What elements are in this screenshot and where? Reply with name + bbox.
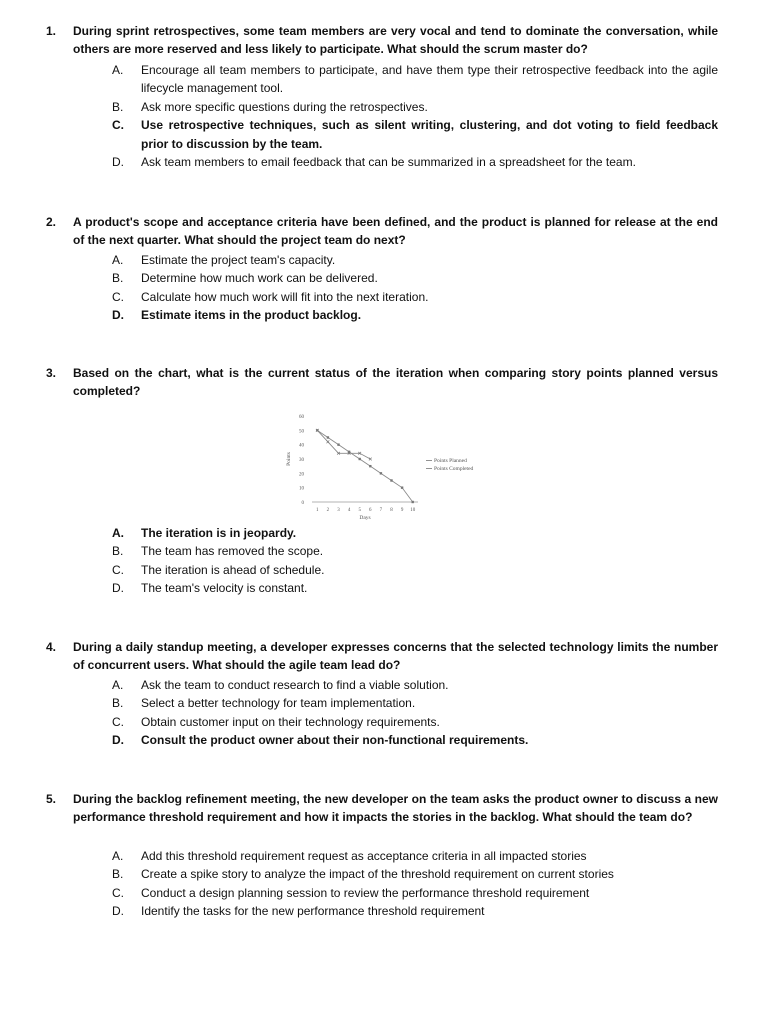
x-tick-label: 9 [400,508,404,513]
option-text: The iteration is ahead of schedule. [141,562,325,577]
x-tick-label: 10 [410,508,416,513]
option-letter: D. [112,155,124,170]
chart-legend [426,458,474,472]
option-letter: D. [112,904,124,919]
option-letter: A. [112,253,124,267]
option-letter: B. [112,271,124,286]
option-letter: C. [112,289,124,304]
option-letter: D. [112,733,124,748]
option-text: Ask more specific questions during the retrospectives. [141,99,428,114]
option-d[interactable] [112,306,718,324]
data-point [380,472,382,474]
question-1 [46,22,718,58]
option-letter: B. [112,867,124,882]
option-text: Select a better technology for team implementation. [141,696,416,711]
question-number: 4. [46,640,57,654]
option-letter: A. [112,678,124,692]
question-4-options [112,676,718,750]
option-letter: C. [112,714,124,729]
x-tick-label: 1 [316,508,319,513]
option-text: The iteration is in jeopardy. [141,526,297,540]
y-tick-label: 60 [299,415,304,420]
option-a[interactable] [112,524,718,542]
question-number: 5. [46,792,57,806]
legend-label: Points Completed [434,466,474,472]
y-tick-label: 30 [299,458,304,463]
question-number: 1. [46,24,57,38]
data-point [401,486,403,488]
option-letter: D. [112,308,124,323]
option-b[interactable] [112,98,718,116]
option-text: Ask team members to email feedback that can be summarized in a spreadsheet for the team. [141,155,636,170]
y-tick-label: 0 [301,501,304,506]
option-text: Identify the tasks for the new performance threshold requirement [141,904,485,919]
option-text: Conduct a design planning session to review the performance threshold requirement [141,885,590,900]
option-d[interactable] [112,153,718,171]
option-letter: C. [112,118,124,133]
option-letter: D. [112,581,124,596]
y-tick-label: 40 [299,443,304,449]
question-stem: A product's scope and acceptance criteria have been defined, and the product is planned for release at the end of the next quarter. What should the project team do next? [73,215,718,247]
option-text: Create a spike story to analyze the impact of the threshold requirement on current stories [141,867,614,882]
option-a[interactable] [112,251,718,269]
option-letter: A. [112,849,124,863]
option-text: Ask the team to conduct research to find a viable solution. [141,678,449,692]
series-line-completed [317,430,370,459]
question-4 [46,638,718,674]
option-letter: A. [112,63,124,77]
question-stem: During the backlog refinement meeting, the new developer on the team asks the product owner to discuss a new performance threshold requirement and how it impacts the stories in the backlog. What should the team do? [73,792,718,824]
option-letter: C. [112,885,124,900]
x-axis-label: Days [359,515,371,521]
data-point [369,458,372,461]
question-5-options [112,847,718,921]
y-tick-label: 50 [299,429,304,435]
question-2 [46,213,718,249]
option-text: Consult the product owner about their non-functional requirements. [141,733,529,748]
option-b[interactable] [112,542,718,560]
option-c[interactable] [112,288,718,306]
option-text: Estimate the project team's capacity. [141,253,336,267]
y-axis-label: Points [286,452,292,466]
data-point [359,458,361,460]
question-5 [46,790,718,826]
question-number: 3. [46,366,57,380]
x-tick-label: 6 [369,508,372,513]
burndown-chart [280,408,500,526]
question-3 [46,364,718,400]
data-point [337,443,339,445]
option-d[interactable] [112,731,718,749]
option-d[interactable] [112,902,718,920]
option-a[interactable] [112,676,718,694]
option-a[interactable] [112,61,718,98]
option-b[interactable] [112,865,718,883]
x-tick-label: 7 [379,508,383,513]
data-point [390,479,392,481]
legend-label: Points Planned [434,458,467,464]
option-text: Use retrospective techniques, such as silent writing, clustering, and dot voting to field feedback prior to discussion by the team. [141,118,718,151]
option-a[interactable] [112,847,718,865]
data-point [327,440,330,443]
question-stem: Based on the chart, what is the current status of the iteration when comparing story points planned versus completed? [73,366,718,398]
data-point [369,465,371,467]
option-c[interactable] [112,884,718,902]
option-letter: A. [112,526,124,540]
option-letter: C. [112,562,124,577]
question-stem: During sprint retrospectives, some team members are very vocal and tend to dominate the conversation, while others are more reserved and less likely to participate. What should the scrum master do? [73,24,718,56]
y-tick-label: 10 [299,486,304,492]
question-stem: During a daily standup meeting, a developer expresses concerns that the selected technology limits the number of concurrent users. What should the agile team lead do? [73,640,718,672]
x-tick-label: 3 [337,508,340,513]
option-c[interactable] [112,116,718,153]
option-text: Estimate items in the product backlog. [141,308,362,323]
data-point [327,436,329,438]
option-d[interactable] [112,579,718,597]
x-tick-label: 4 [347,508,351,513]
series-line-planned [317,430,412,502]
option-c[interactable] [112,561,718,579]
option-letter: B. [112,99,124,114]
option-text: Calculate how much work will fit into the next iteration. [141,289,429,304]
chart-axes [286,415,418,521]
chart-series [316,429,414,503]
question-number: 2. [46,215,57,229]
option-b[interactable] [112,269,718,287]
question-3-options [112,524,718,598]
option-text: The team has removed the scope. [141,544,324,559]
option-text: Determine how much work can be delivered. [141,271,378,286]
option-letter: B. [112,544,124,559]
x-tick-label: 5 [358,508,361,513]
x-tick-label: 2 [326,508,330,513]
question-2-options [112,251,718,325]
option-letter: B. [112,696,124,711]
option-c[interactable] [112,713,718,731]
option-text: Add this threshold requirement request as acceptance criteria in all impacted stories [141,849,587,863]
option-b[interactable] [112,694,718,712]
option-text: Encourage all team members to participate, and have them type their retrospective feedback into the agile lifecycle management tool. [141,63,718,96]
option-text: Obtain customer input on their technology requirements. [141,714,440,729]
y-tick-label: 20 [299,472,304,478]
question-1-options [112,61,718,171]
x-tick-label: 8 [390,508,393,513]
data-point [412,501,414,503]
option-text: The team's velocity is constant. [141,581,308,596]
